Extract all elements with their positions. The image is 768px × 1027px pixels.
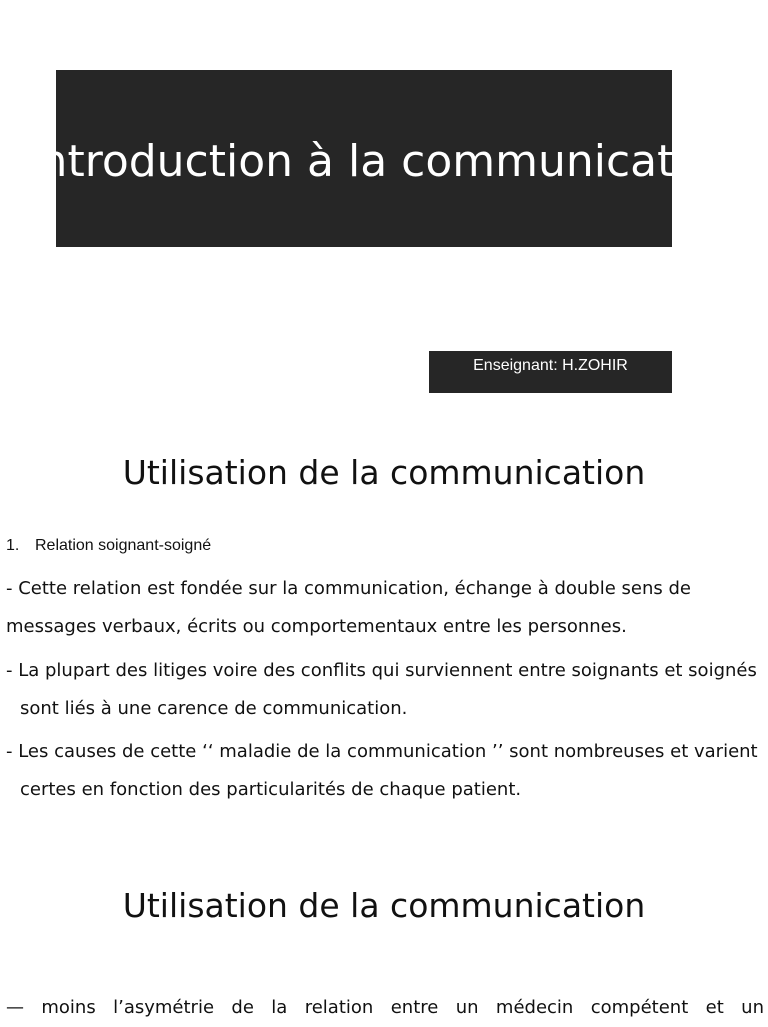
paragraph-asymetrie: — moins l’asymétrie de la relation entre un médecin compétent et un [6, 997, 764, 1018]
item-label: Relation soignant-soigné [35, 537, 212, 554]
section-heading-2: Utilisation de la communication [122, 886, 646, 925]
paragraph-litiges: - La plupart des litiges voire des conflits qui surviennent entre soignants et soignés sont liés à une carence de communication. [6, 660, 757, 719]
item-number: 1. [6, 537, 20, 554]
section-heading-1: Utilisation de la communication [122, 453, 646, 492]
presentation-title: Introduction à la communication [26, 136, 742, 187]
teacher-label: Enseignant: H.ZOHIR [473, 357, 628, 374]
paragraph-causes: - Les causes de cette ‘‘ maladie de la communication ’’ sont nombreuses et varient certes en fonction des particularités de chaque patient. [6, 741, 758, 800]
paragraph-relation: - Cette relation est fondée sur la communication, échange à double sens de messages verbaux, écrits ou comportementaux entre les personnes. [6, 578, 691, 637]
numbered-item [6, 535, 211, 557]
